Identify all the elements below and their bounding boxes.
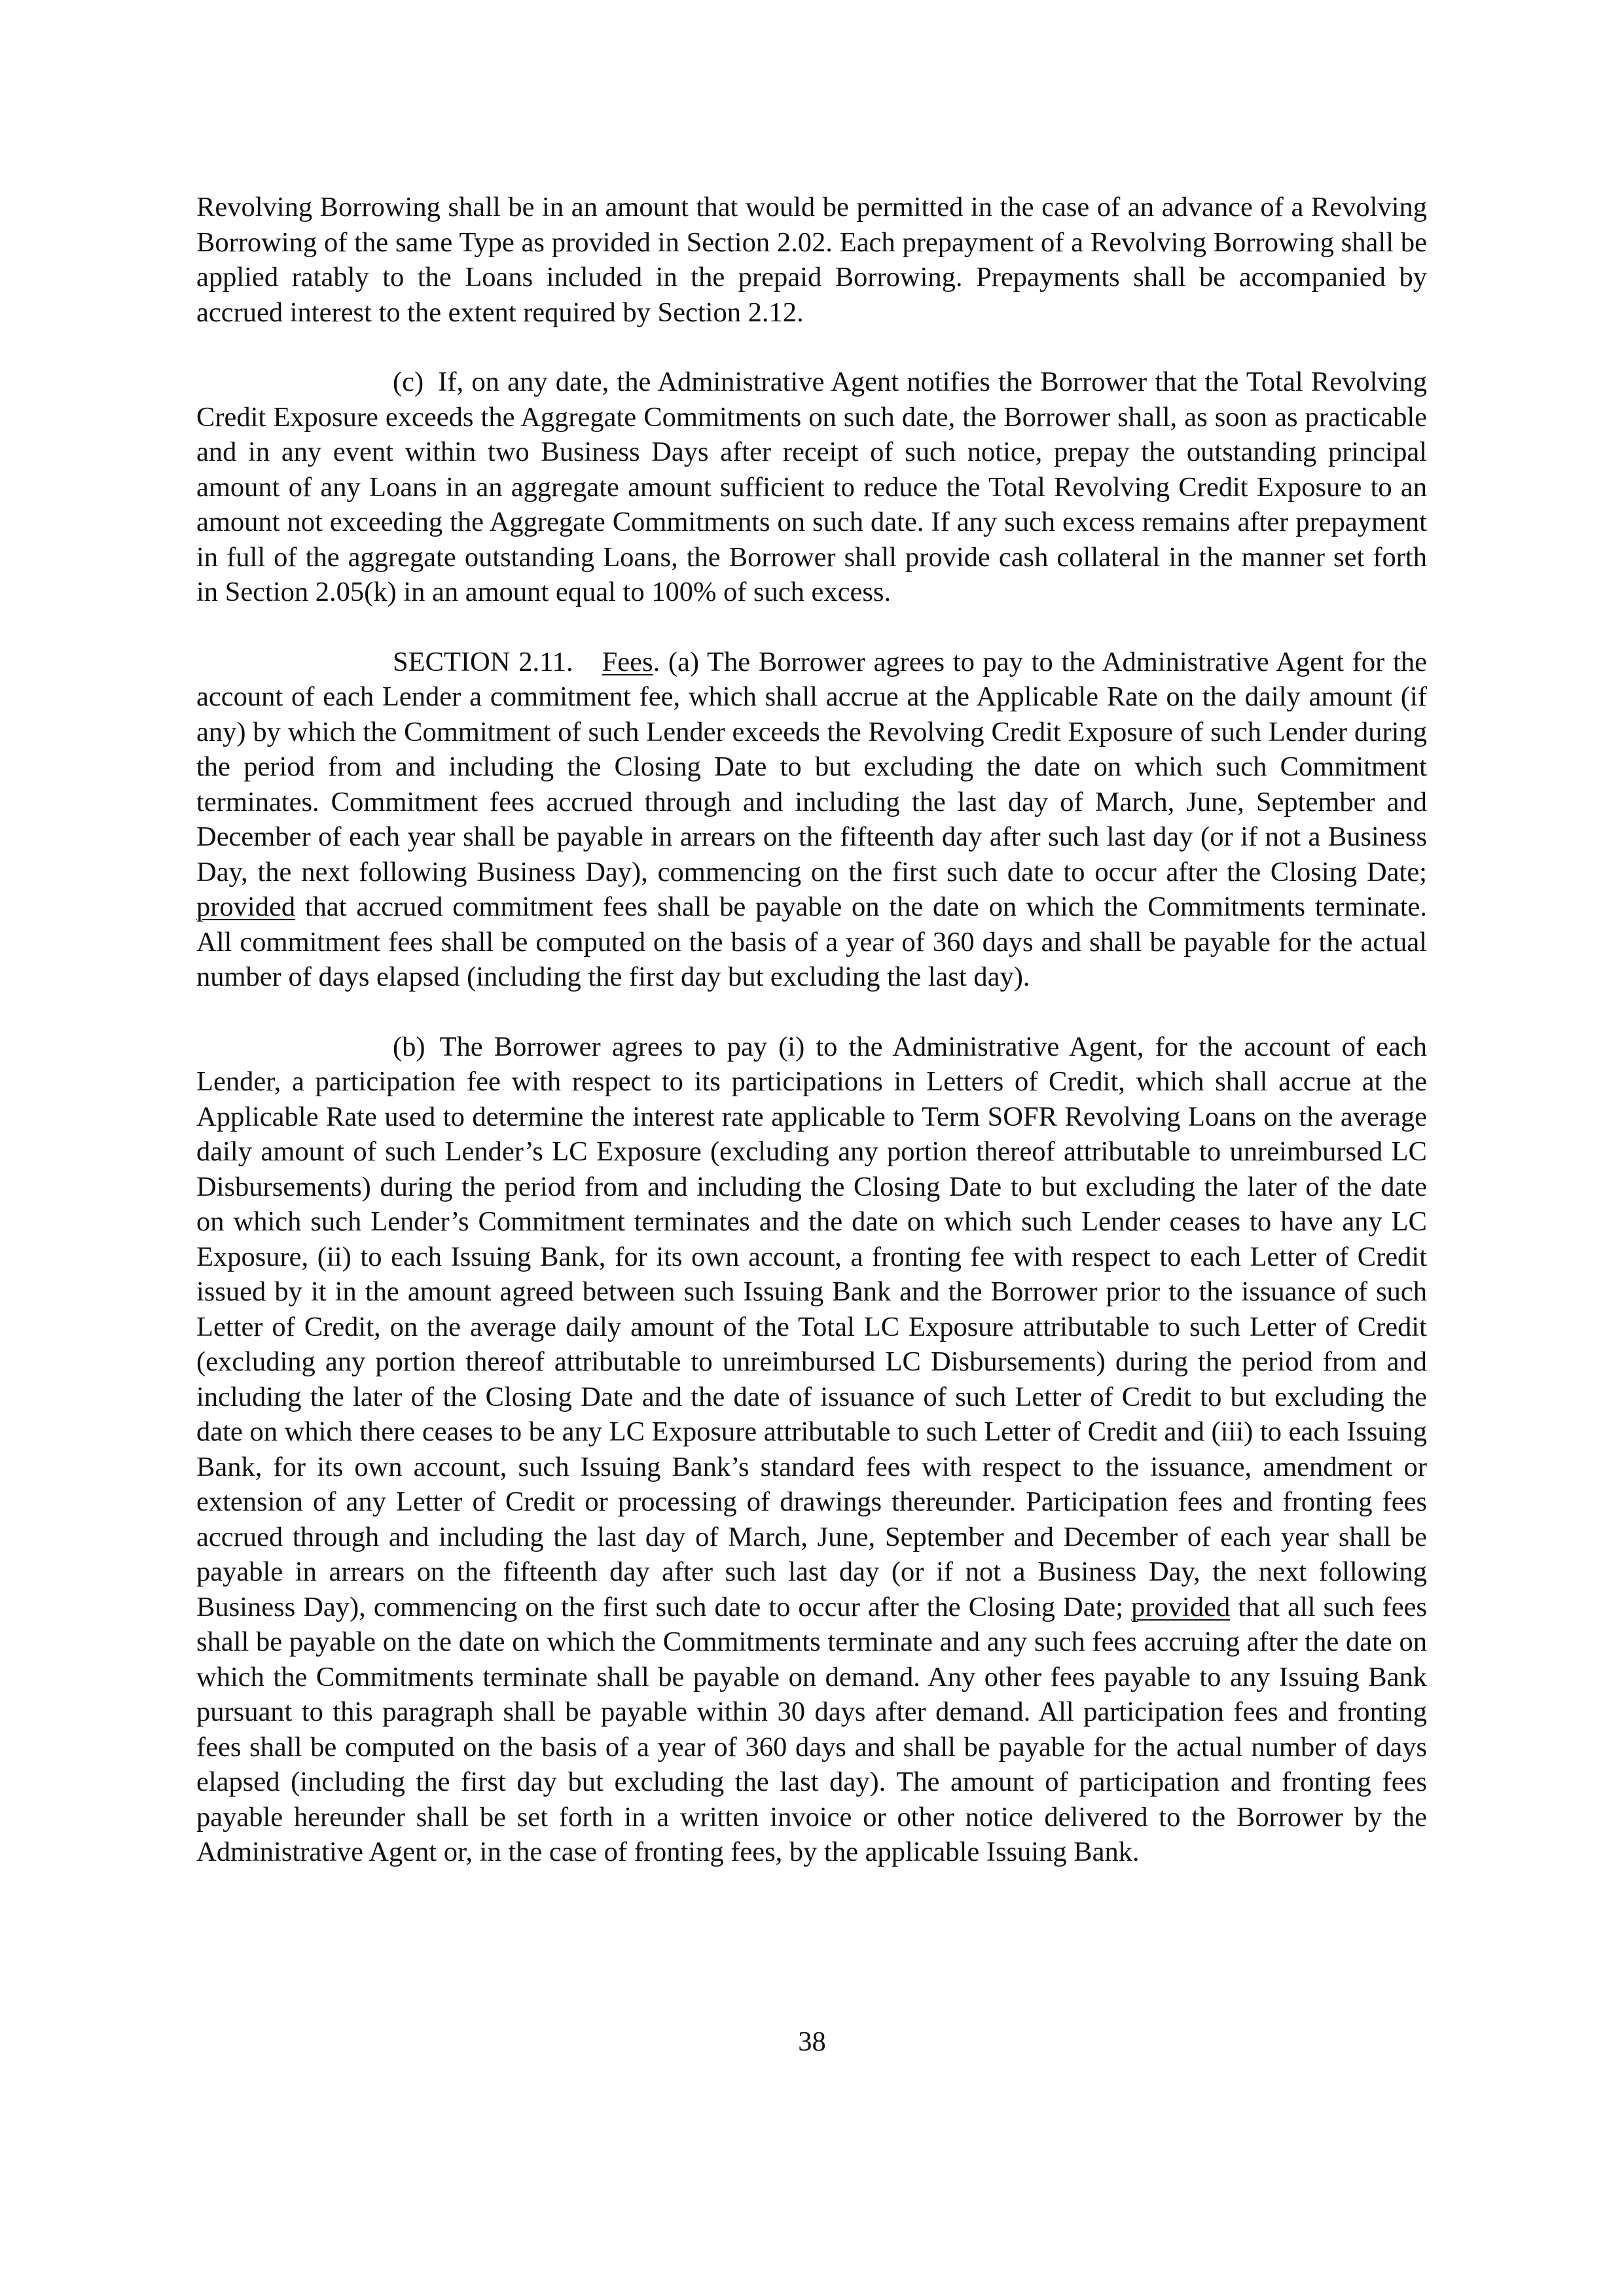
section-heading: Fees — [602, 646, 653, 677]
paragraph-b — [196, 1030, 1427, 1870]
document-body — [196, 190, 1427, 1905]
paragraph-b-text-a: The Borrower agrees to pay (i) to the Administrative Agent, for the account of each Lender, a participation fee with respect to its participations in Letters of Credit, which shall accrue at the Applicable Rate used to determine the interest rate applicable to Term SOFR Revolving Loans on the average daily amount of such Lender’s LC Exposure (excluding any portion thereof attributable to unreimbursed LC Disbursements) during the period from and including the Closing Date to but excluding the later of the date on which such Lender’s Commitment terminates and the date on which such Lender ceases to have any LC Exposure, (ii) to each Issuing Bank, for its own account, a fronting fee with respect to each Letter of Credit issued by it in the amount agreed between such Issuing Bank and the Borrower prior to the issuance of such Letter of Credit, on the average daily amount of the Total LC Exposure attributable to such Letter of Credit (excluding any portion thereof attributable to unreimbursed LC Disbursements) during the period from and including the later of the Closing Date and the date of issuance of such Letter of Credit to but excluding the date on which there ceases to be any LC Exposure attributable to such Letter of Credit and (iii) to each Issuing Bank, for its own account, such Issuing Bank’s standard fees with respect to the issuance, amendment or extension of any Letter of Credit or processing of drawings thereunder. Participation fees and fronting fees accrued through and including the last day of March, June, September and December of each year shall be payable in arrears on the fifteenth day after such last day (or if not a Business Day, the next following Business Day), commencing on the first such date to occur after the Closing Date; — [196, 1031, 1427, 1623]
section-2-11-text-b: that accrued commitment fees shall be payable on the date on which the Commitments terminate. All commitment fees shall be computed on the basis of a year of 360 days and shall be payable for the actual number of days elapsed (including the first day but excluding the last day). — [196, 891, 1427, 992]
paragraph-continuation-text: Revolving Borrowing shall be in an amount that would be permitted in the case of an advance of a Revolving Borrowing of the same Type as provided in Section 2.02. Each prepayment of a Revolving Borrowing shall be applied ratably to the Loans included in the prepaid Borrowing. Prepayments shall be accompanied by accrued interest to the extent required by Section 2.12. — [196, 192, 1427, 328]
paragraph-b-label: (b) — [393, 1031, 425, 1062]
provided-term: provided — [196, 891, 296, 922]
section-2-11-fees — [196, 645, 1427, 995]
section-number: SECTION 2.11. — [393, 646, 573, 677]
section-2-11-text-a: . (a) The Borrower agrees to pay to the Administrative Agent for the account of each Lender a commitment fee, which shall accrue at the Applicable Rate on the daily amount (if any) by which the Commitment of such Lender exceeds the Revolving Credit Exposure of such Lender during the period from and including the Closing Date to but excluding the date on which such Commitment terminates. Commitment fees accrued through and including the last day of March, June, September and December of each year shall be payable in arrears on the fifteenth day after such last day (or if not a Business Day, the next following Business Day), commencing on the first such date to occur after the Closing Date; — [196, 646, 1427, 888]
paragraph-continuation — [196, 190, 1427, 330]
provided-term: provided — [1131, 1591, 1231, 1623]
paragraph-c — [196, 365, 1427, 610]
paragraph-c-label: (c) — [393, 367, 424, 397]
page-number: 38 — [798, 2026, 826, 2057]
paragraph-b-text-b: that all such fees shall be payable on the date on which the Commitments terminate and any such fees accruing after the date on which the Commitments terminate shall be payable on demand. Any other fees payable to any Issuing Bank pursuant to this paragraph shall be payable within 30 days after demand. All participation fees and fronting fees shall be computed on the basis of a year of 360 days and shall be payable for the actual number of days elapsed (including the first day but excluding the last day). The amount of participation and fronting fees payable hereunder shall be set forth in a written invoice or other notice delivered to the Borrower by the Administrative Agent or, in the case of fronting fees, by the applicable Issuing Bank. — [196, 1591, 1428, 1867]
paragraph-c-text: If, on any date, the Administrative Agent notifies the Borrower that the Total Revolving Credit Exposure exceeds the Aggregate Commitments on such date, the Borrower shall, as soon as practicable and in any event within two Business Days after receipt of such notice, prepay the outstanding principal amount of any Loans in an aggregate amount sufficient to reduce the Total Revolving Credit Exposure to an amount not exceeding the Aggregate Commitments on such date. If any such excess remains after prepayment in full of the aggregate outstanding Loans, the Borrower shall provide cash collateral in the manner set forth in Section 2.05(k) in an amount equal to 100% of such excess. — [196, 367, 1427, 607]
